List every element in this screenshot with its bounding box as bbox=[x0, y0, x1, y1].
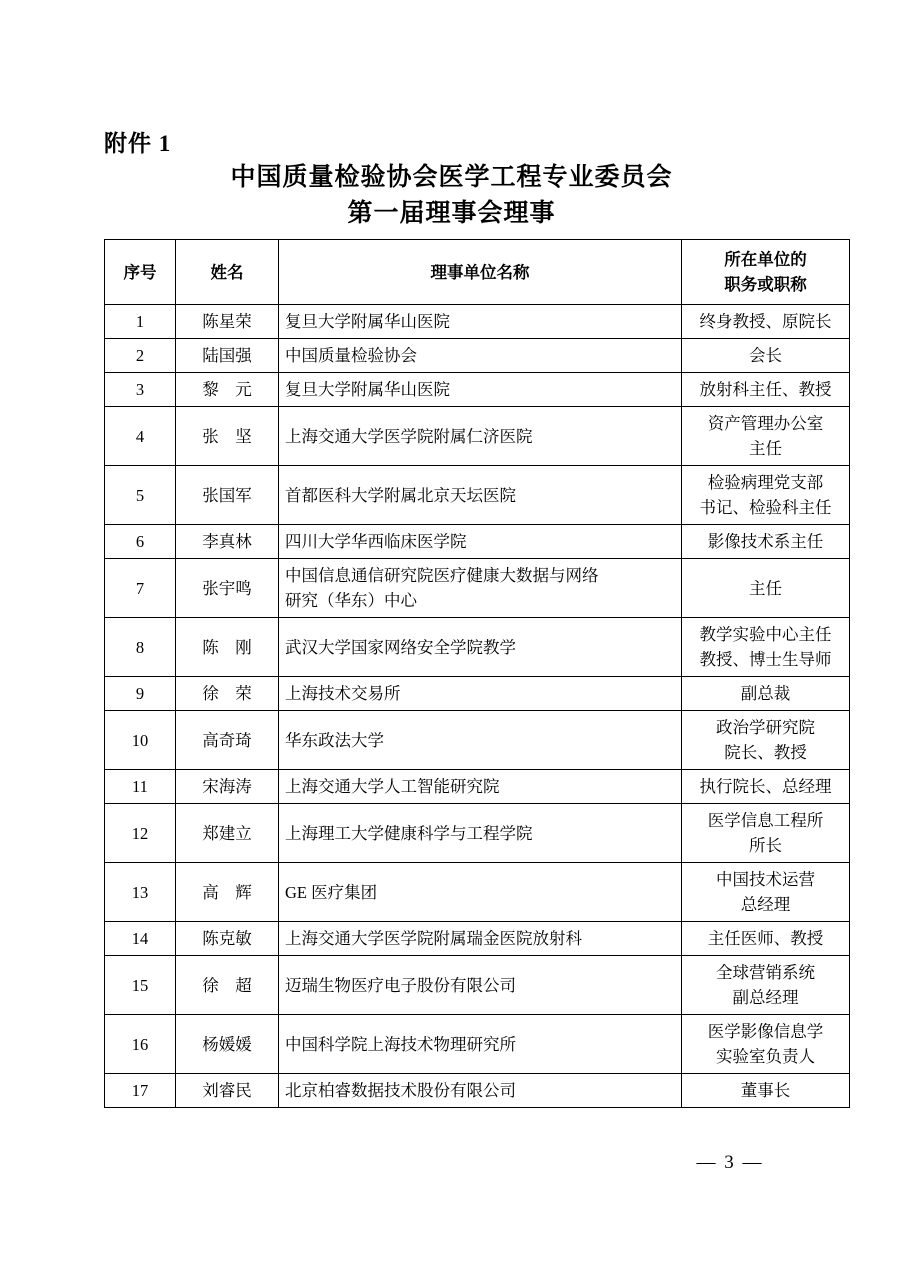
cell-index: 2 bbox=[105, 339, 176, 373]
cell-unit: 上海交通大学医学院附属仁济医院 bbox=[279, 407, 682, 466]
table-row bbox=[105, 711, 850, 770]
table-row bbox=[105, 1015, 850, 1074]
cell-post: 会长 bbox=[682, 339, 850, 373]
table-row bbox=[105, 466, 850, 525]
column-header-post-line-2: 职务或职称 bbox=[724, 275, 807, 294]
cell-index: 4 bbox=[105, 407, 176, 466]
cell-name: 陈克敏 bbox=[176, 922, 279, 956]
cell-post: 主任医师、教授 bbox=[682, 922, 850, 956]
cell-post: 教学实验中心主任 教授、博士生导师 bbox=[682, 618, 850, 677]
cell-unit: 复旦大学附属华山医院 bbox=[279, 305, 682, 339]
cell-post: 中国技术运营 总经理 bbox=[682, 863, 850, 922]
cell-index: 11 bbox=[105, 770, 176, 804]
cell-unit: 迈瑞生物医疗电子股份有限公司 bbox=[279, 956, 682, 1015]
column-header-index: 序号 bbox=[105, 240, 176, 305]
cell-post: 医学影像信息学 实验室负责人 bbox=[682, 1015, 850, 1074]
table-row bbox=[105, 559, 850, 618]
table-row bbox=[105, 956, 850, 1015]
cell-unit: GE 医疗集团 bbox=[279, 863, 682, 922]
cell-post: 执行院长、总经理 bbox=[682, 770, 850, 804]
table-row bbox=[105, 1074, 850, 1108]
cell-name: 高奇琦 bbox=[176, 711, 279, 770]
cell-unit: 中国信息通信研究院医疗健康大数据与网络 研究（华东）中心 bbox=[279, 559, 682, 618]
cell-index: 5 bbox=[105, 466, 176, 525]
page-title-line-2: 第一届理事会理事 bbox=[347, 200, 556, 227]
cell-index: 1 bbox=[105, 305, 176, 339]
cell-name: 杨媛媛 bbox=[176, 1015, 279, 1074]
column-header-post bbox=[682, 240, 850, 305]
cell-post: 医学信息工程所 所长 bbox=[682, 804, 850, 863]
table-header-row bbox=[105, 240, 850, 305]
cell-post: 影像技术系主任 bbox=[682, 525, 850, 559]
cell-unit: 中国科学院上海技术物理研究所 bbox=[279, 1015, 682, 1074]
page-number: — 3 — bbox=[696, 1152, 764, 1173]
table-row bbox=[105, 922, 850, 956]
column-header-name: 姓名 bbox=[176, 240, 279, 305]
cell-name: 黎 元 bbox=[176, 373, 279, 407]
table-row bbox=[105, 305, 850, 339]
table-row bbox=[105, 339, 850, 373]
cell-name: 张国军 bbox=[176, 466, 279, 525]
cell-post: 主任 bbox=[682, 559, 850, 618]
cell-index: 17 bbox=[105, 1074, 176, 1108]
column-header-unit: 理事单位名称 bbox=[279, 240, 682, 305]
cell-post: 终身教授、原院长 bbox=[682, 305, 850, 339]
table-header bbox=[105, 240, 850, 305]
table-row bbox=[105, 770, 850, 804]
cell-index: 14 bbox=[105, 922, 176, 956]
cell-name: 徐 超 bbox=[176, 956, 279, 1015]
cell-post: 检验病理党支部 书记、检验科主任 bbox=[682, 466, 850, 525]
table-row bbox=[105, 618, 850, 677]
cell-post: 政治学研究院 院长、教授 bbox=[682, 711, 850, 770]
cell-unit: 上海技术交易所 bbox=[279, 677, 682, 711]
cell-post: 资产管理办公室 主任 bbox=[682, 407, 850, 466]
cell-name: 李真林 bbox=[176, 525, 279, 559]
cell-name: 郑建立 bbox=[176, 804, 279, 863]
cell-index: 16 bbox=[105, 1015, 176, 1074]
attachment-label: 附件 1 bbox=[104, 131, 172, 156]
cell-unit: 上海交通大学人工智能研究院 bbox=[279, 770, 682, 804]
table-row bbox=[105, 863, 850, 922]
cell-post: 董事长 bbox=[682, 1074, 850, 1108]
cell-unit: 上海理工大学健康科学与工程学院 bbox=[279, 804, 682, 863]
cell-unit: 武汉大学国家网络安全学院教学 bbox=[279, 618, 682, 677]
cell-index: 10 bbox=[105, 711, 176, 770]
table-row bbox=[105, 373, 850, 407]
cell-name: 陈 刚 bbox=[176, 618, 279, 677]
cell-index: 7 bbox=[105, 559, 176, 618]
cell-name: 陆国强 bbox=[176, 339, 279, 373]
cell-unit: 复旦大学附属华山医院 bbox=[279, 373, 682, 407]
cell-name: 张 坚 bbox=[176, 407, 279, 466]
cell-name: 刘睿民 bbox=[176, 1074, 279, 1108]
cell-name: 高 辉 bbox=[176, 863, 279, 922]
cell-unit: 四川大学华西临床医学院 bbox=[279, 525, 682, 559]
table-row bbox=[105, 407, 850, 466]
cell-name: 张宇鸣 bbox=[176, 559, 279, 618]
cell-index: 13 bbox=[105, 863, 176, 922]
cell-index: 3 bbox=[105, 373, 176, 407]
cell-index: 15 bbox=[105, 956, 176, 1015]
cell-unit: 华东政法大学 bbox=[279, 711, 682, 770]
table-row bbox=[105, 677, 850, 711]
cell-index: 8 bbox=[105, 618, 176, 677]
cell-name: 宋海涛 bbox=[176, 770, 279, 804]
cell-index: 12 bbox=[105, 804, 176, 863]
table-row bbox=[105, 525, 850, 559]
cell-unit: 中国质量检验协会 bbox=[279, 339, 682, 373]
cell-index: 6 bbox=[105, 525, 176, 559]
cell-index: 9 bbox=[105, 677, 176, 711]
cell-post: 放射科主任、教授 bbox=[682, 373, 850, 407]
column-header-post-line-1: 所在单位的 bbox=[724, 250, 807, 269]
cell-unit: 上海交通大学医学院附属瑞金医院放射科 bbox=[279, 922, 682, 956]
cell-post: 全球营销系统 副总经理 bbox=[682, 956, 850, 1015]
table-body bbox=[105, 305, 850, 1108]
page-title-line-1: 中国质量检验协会医学工程专业委员会 bbox=[230, 164, 673, 191]
cell-name: 陈星荣 bbox=[176, 305, 279, 339]
directors-table bbox=[104, 239, 850, 1108]
table-row bbox=[105, 804, 850, 863]
page-title bbox=[104, 160, 799, 232]
cell-unit: 首都医科大学附属北京天坛医院 bbox=[279, 466, 682, 525]
cell-unit: 北京柏睿数据技术股份有限公司 bbox=[279, 1074, 682, 1108]
cell-post: 副总裁 bbox=[682, 677, 850, 711]
cell-name: 徐 荣 bbox=[176, 677, 279, 711]
